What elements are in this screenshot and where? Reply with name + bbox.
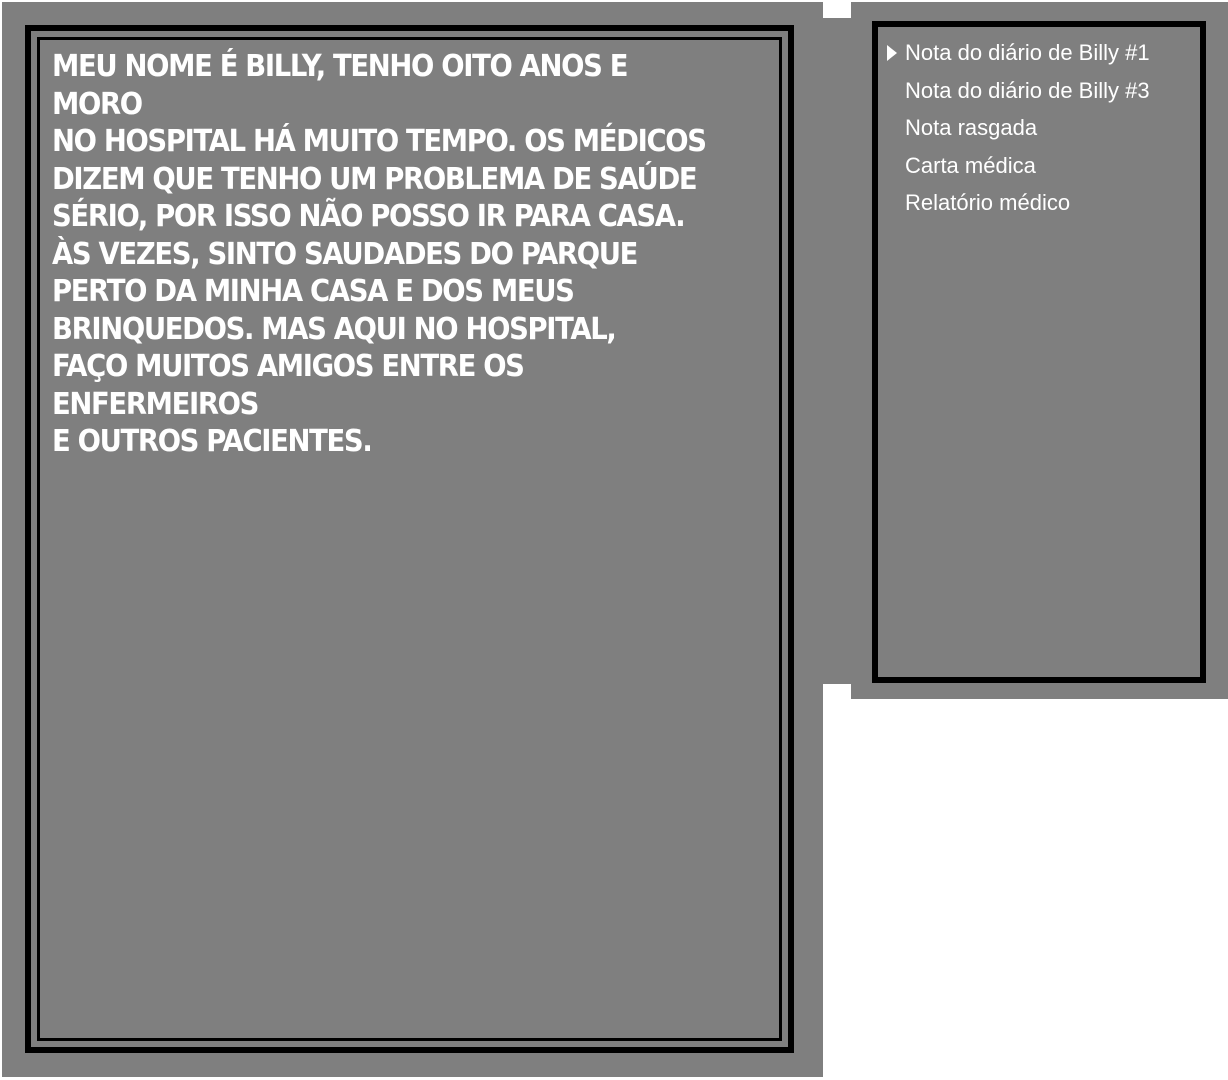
selection-cursor-icon <box>887 45 897 61</box>
list-item-label: Carta médica <box>905 152 1036 178</box>
item-list <box>884 36 1199 224</box>
list-item-medical-report[interactable] <box>884 186 1199 224</box>
list-item-billy-diary-3[interactable] <box>884 74 1199 112</box>
list-item-torn-note[interactable] <box>884 111 1199 149</box>
list-item-label: Relatório médico <box>905 190 1071 215</box>
window-connector <box>823 18 851 684</box>
document-text: MEU NOME É BILLY, TENHO OITO ANOS E MORO NO HOSPITAL HÁ MUITO TEMPO. OS MÉDICOS DIZEM QUE TENHO UM PROBLEMA DE SAÚDE SÉRIO, POR ISSO NÃO POSSO IR PARA CASA. ÀS VEZES, SINTO SAUDADES DO PARQUE PERTO DA MINHA CASA E DOS MEUS BRINQUEDOS. MAS AQUI NO HOSPITAL, FAÇO MUITOS AMIGOS ENTRE OS ENFERMEIROS E OUTROS PACIENTES. <box>52 49 706 459</box>
list-item-label: Nota rasgada <box>905 115 1038 140</box>
list-item-medical-letter[interactable] <box>884 149 1199 187</box>
list-item-label: Nota do diário de Billy #1 <box>905 40 1150 65</box>
list-item-billy-diary-1[interactable] <box>884 36 1199 74</box>
list-item-label: Nota do diário de Billy #3 <box>905 77 1150 103</box>
